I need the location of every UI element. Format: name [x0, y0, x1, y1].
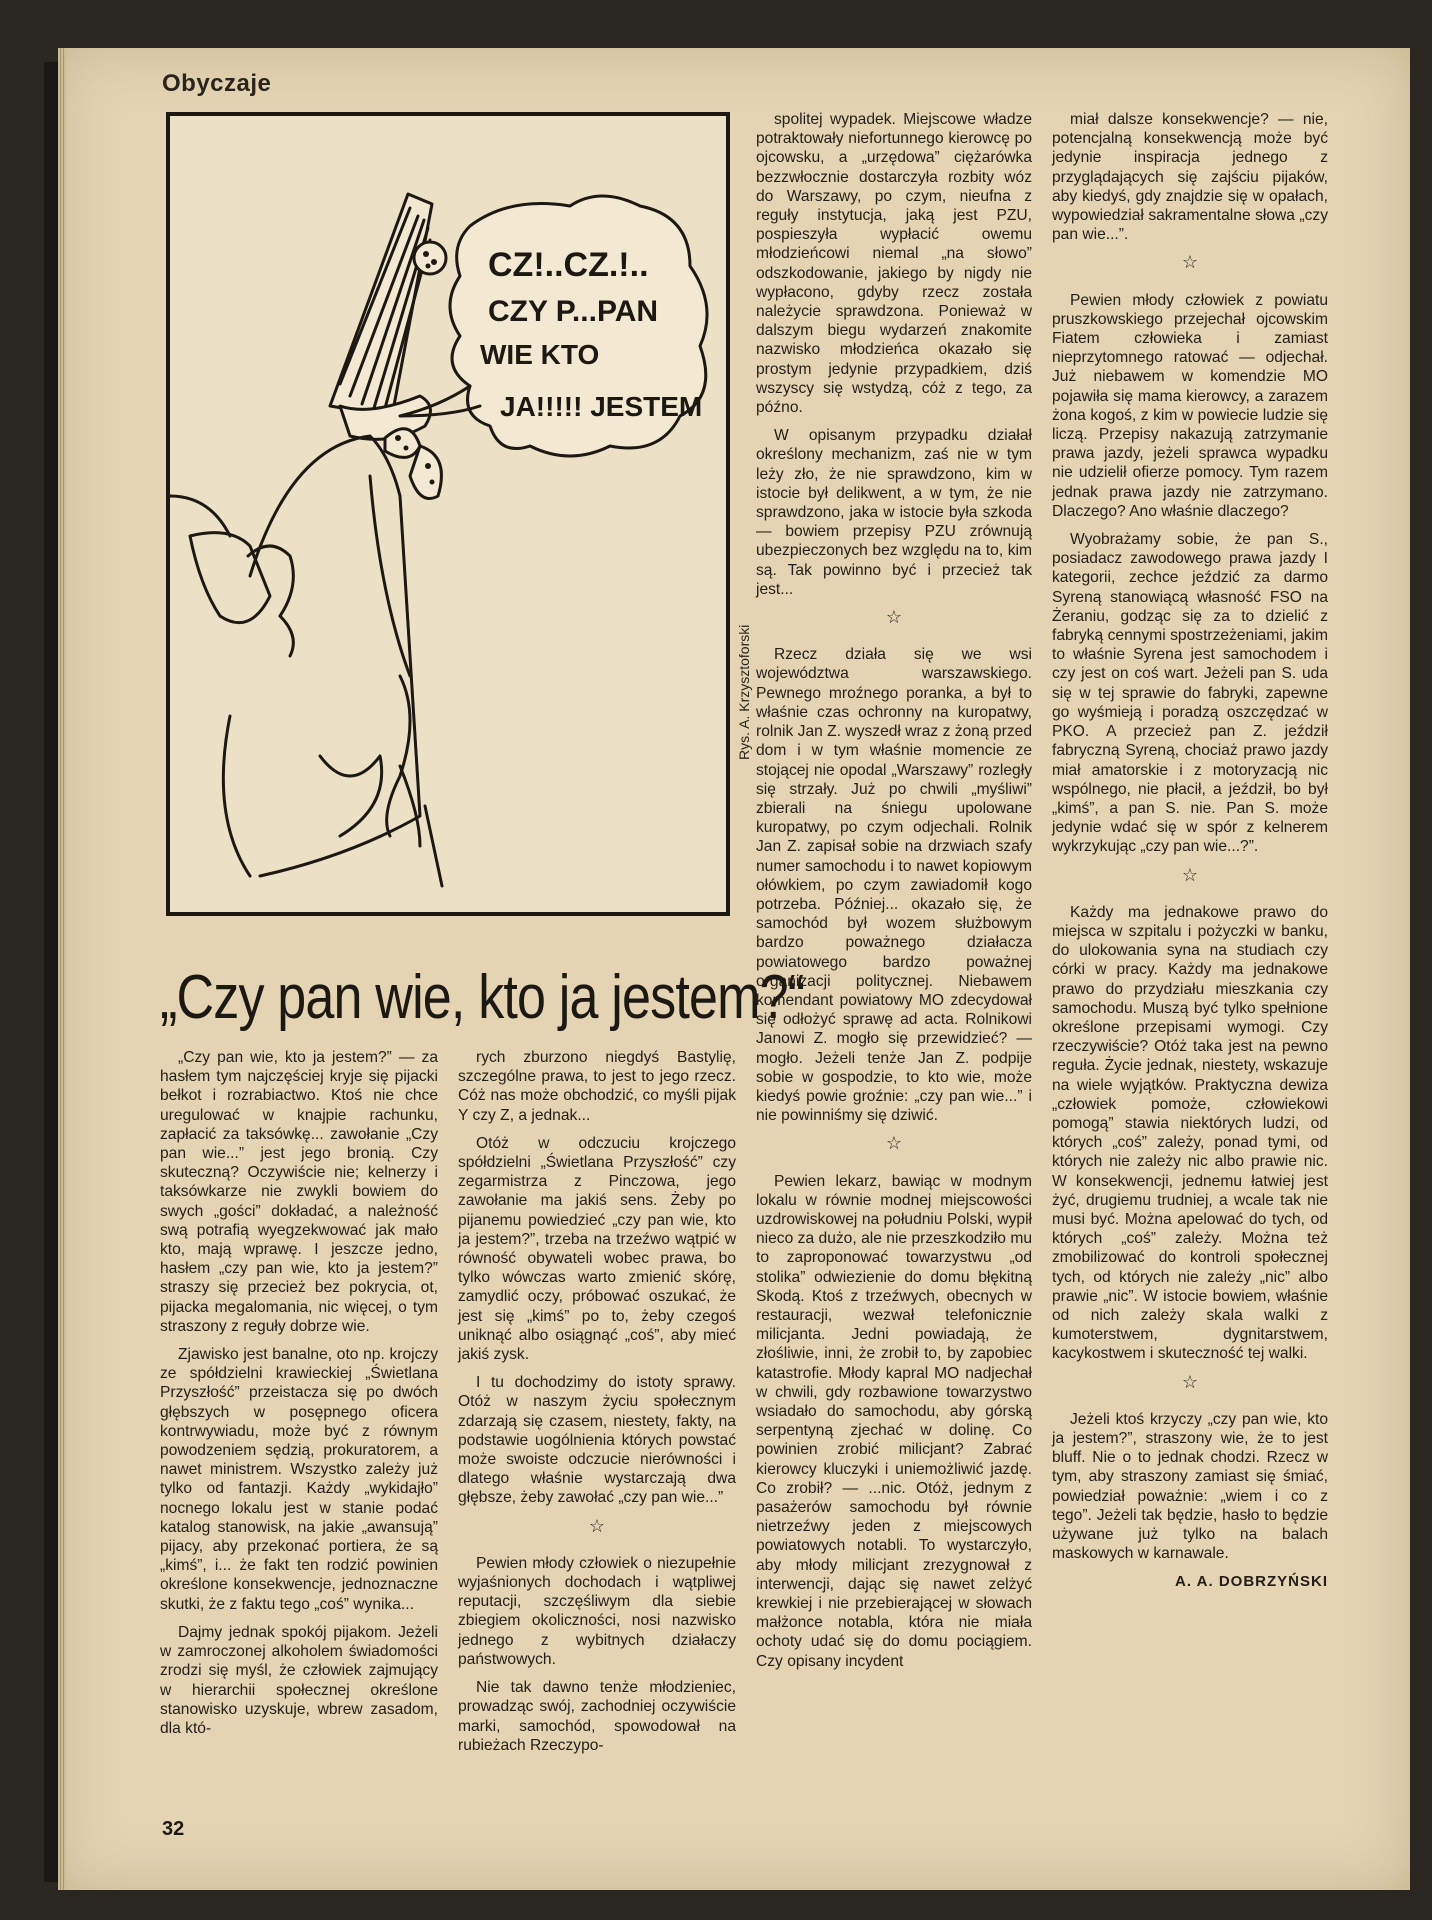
page-edge: [58, 48, 66, 1890]
star-separator: ☆: [885, 1133, 903, 1154]
bubble-line-1: CZ!..CZ.!..: [488, 246, 649, 284]
cartoon-drawing: [170, 116, 726, 912]
paragraph: „Czy pan wie, kto ja jestem?” — za hasłem tym najczęściej kryje się pijacki bełkot i rozrabiactwo. Ktoś nie chce uregulować w knajpie rachunku, zapłacić za taksówkę... zawołanie „Czy pan wie...” jest jego bronią. Czy skuteczną? Oczywiście nie; kelnerzy i taksówkarze nie zwykli bowiem do swych „gości” dokładać, a należność swą potrafią wyegzekwować jak mało kto, mają wprawę. I jeszcze jedno, hasłem „czy pan wie, kto ja jestem?” straszy się przecież bez pokrycia, ot, pijacka megalomania, nic więcej, o tym straszony z reguły dobrze wie.: [160, 1049, 438, 1335]
paragraph: Wyobrażamy sobie, że pan S., posiadacz zawodowego prawa jazdy I kategorii, zechce jeździć za darmo Syreną stanowiącą własność FSO na Żeraniu, godząc się za to dzielić z fabryką cennymi spostrzeżeniami, jakim to właśnie Syrena jest samochodem i czy jest on coś wart. Jeżeli pan S. uda się w tej sprawie do fabryki, zapewne go wyśmieją i poradzą oszczędzać w PKO. A przecież pan Z. jeździł fabryczną Syreną, chociaż prawo jazdy miał amatorskie i z motoryzacją nic wspólnego, nie płacił, a jeździł, bo był „kimś”, a pan S. nie. Pan S. może jedynie wdać się w spór z kelnerem wykrzykując „czy pan wie...?”.: [1052, 531, 1328, 856]
paragraph: Pewien młody człowiek z powiatu pruszkowskiego przejechał ojcowskim Fiatem człowieka i zamiast nieprzytomnego ratować — odjechał. Już niebawem w komendzie MO pojawiła się mama kierowcy, a zarazem żona kogoś, z kim w powiecie ludzie się liczą. Przepisy nakazują zatrzymanie prawa jazdy, jeżeli sprawca wypadku nie udzielił ofierze pomocy. Tym razem jednak prawa jazdy nie zatrzymano. Dlaczego? Ano właśnie dlaczego?: [1052, 291, 1328, 520]
bubble-line-4: JA!!!!! JESTEM: [500, 391, 703, 422]
paragraph: miał dalsze konsekwencje? — nie, potencjalną konsekwencją może być jedynie inspiracja jednego z przyglądających się zajściu pijaków, aby kiedyś, gdy znajdzie się w opałach, wypowiedział sakramentalne słowa „czy pan wie...”.: [1052, 111, 1328, 244]
text-column-1: [160, 1048, 438, 1747]
article-headline: „Czy pan wie, kto ja jestem?“: [160, 963, 805, 1032]
paragraph: Jeżeli ktoś krzyczy „czy pan wie, kto ja jestem?”, straszony wie, że to jest bluff. Nie o to jednak chodzi. Rzecz w tym, aby straszony zamiast się śmiać, powiedział poważnie: „wiem i co z tego”. Jeżeli tak będzie, hasło to będzie używane już tylko na balach maskowych w karnawale.: [1052, 1410, 1328, 1563]
star-separator: ☆: [588, 1515, 606, 1536]
text-column-4: [1052, 110, 1328, 1592]
bubble-line-3: WIE KTO: [480, 339, 600, 370]
paragraph: Rzecz działa się we wsi województwa warszawskiego. Pewnego mroźnego poranka, a był to właśnie czas ochronny na kuropatwy, rolnik Jan Z. wyszedł wraz z żoną przed dom i w tym właśnie momencie ze stojącej nie opodal „Warszawy” rozległy się strzały. Już po chwili „myśliwi” zbierali na śniegu upolowane kuropatwy, po czym odjechali. Rolnik Jan Z. zapisał sobie na drzwiach szafy numer samochodu i to nawet kopiowym ołówkiem, po czym zawiadomił kogo potrzeba. Później... okazało się, że samochód był wozem służbowym bardzo poważnego działacza powiatowego bardzo poważnej organizacji politycznej. Niebawem komendant powiatowy MO zdecydował się odłożyć sprawę ad acta. Rolnikowi Janowi Z. mogło się przewidzieć? — mogło. Jeżeli tenże Jan Z. podpije sobie w gospodzie, to kto wie, może kiedyś powie groźnie: „czy pan wie...” i nie powinniśmy się dziwić.: [756, 646, 1032, 1125]
paragraph: Zjawisko jest banalne, oto np. krojczy ze spółdzielni krawieckiej „Świetlana Przyszłość” przeistacza się po dwóch głębszych w posępnego oficera kontrwywiadu, może być z równym powodzeniem sędzią, prokuratorem, a nawet ministrem. Wszystko zależy już tylko od fantazji. Każdy „wykidajło” nocnego lokalu jest w stanie podać katalog stanowisk, na jakie „awansują” pijacy, aby przekonać portiera, że są „kimś”, i... że fakt ten rodzić powinien określone konsekwencje, jednoznaczne skutki, że z faktu tego „coś” wynika...: [160, 1346, 438, 1613]
text-column-2: [458, 1048, 736, 1764]
bubble-line-2: CZY P...PAN: [488, 295, 659, 328]
paragraph: Nie tak dawno tenże młodzieniec, prowadząc swój, zachodniej oczywiście marki, samochód, spowodował na rubieżach Rzeczypo-: [458, 1679, 736, 1754]
paragraph: Dajmy jednak spokój pijakom. Jeżeli w zamroczonej alkoholem świadomości zrodzi się myśl, że człowiek zajmujący w hierarchii społecznej określone stanowisko uzyskuje, wbrew zasadom, dla któ-: [160, 1623, 438, 1737]
page-number: 32: [162, 1818, 185, 1840]
paragraph: Otóż w odczuciu krojczego spółdzielni „Świetlana Przyszłość” czy zegarmistrza z Pinczowa, jego zawołanie ma jakiś sens. Żeby po pijanemu powiedzieć „czy pan wie, kto ja jestem?”, trzeba na trzeźwo wątpić w równość obywateli wobec prawa, bo tylko wówczas warto zmienić skórę, zamydlić oczy, próbować oszukać, że jest się „kimś” po to, żeby czegoś uniknąć albo osiągnąć „coś”, aby mieć jakiś zysk.: [458, 1134, 736, 1364]
paragraph: Pewien młody człowiek o niezupełnie wyjaśnionych dochodach i wątpliwej reputacji, szczęśliwym dla siebie zbiegiem okoliczności, nosi nazwisko jednego z wybitnych działaczy państwowych.: [458, 1554, 736, 1668]
star-separator: ☆: [885, 607, 903, 628]
article-author: A. A. DOBRZYŃSKI: [1175, 1573, 1328, 1591]
paragraph: spolitej wypadek. Miejscowe władze potraktowały niefortunnego kierowcę po ojcowsku, a „urzędowa” ciężarówka bezzwłocznie dostarczyła rozbity wóz do Warszawy, po czym, nieufna z reguły instytucja, jaką jest PZU, pospieszyła wypłacić owemu młodzieńcowi niemal „na słowo” odszkodowanie, jakiego by nigdy nie wypłacono, gdyby rzecz została należycie sprawdzona. Ponieważ w dalszym biegu wydarzeń znakomite nazwisko młodzieńca okazało się prostym jedynie przypadkiem, dziś wszyscy się wstydzą, cóż z tego, za późno.: [756, 111, 1032, 417]
text-column-3: [756, 110, 1032, 1680]
paragraph: rych zburzono niegdyś Bastylię, szczególne prawa, to jest to jego rzecz. Cóż nas może obchodzić, co myśli pijak Y czy Z, a jednak...: [458, 1049, 736, 1124]
illustration-credit: Rys. A. Krzysztoforski: [736, 624, 752, 760]
section-label: Obyczaje: [162, 70, 272, 97]
paragraph: Każdy ma jednakowe prawo do miejsca w szpitalu i pożyczki w banku, do ulokowania syna na studiach czy córki w pracy. Każdy ma jednakowe prawo do przydziału mieszkania czy samochodu. Muszą być tylko spełnione określone przepisami wymogi. Czy rzeczywiście? Otóż taka jest na pewno reguła. Życie jednak, niestety, wskazuje na wiele wyjątków. Praktyczna dewiza „człowiek pomoże, człowiekowi pomogą” stawia niektórych ludzi, od których „coś” zależy, ponad tymi, od których nie zależy nic albo prawie nic. W konsekwencji, jednemu łatwiej jest żyć, drugiemu trudniej, a wcale tak nie musi być. Można apelować do tych, od których „coś” zależy. Można też zmobilizować do kontroli społecznej tych, od których nie zależy „nic” albo prawie „nic”. W istocie bowiem, właśnie od nich zależy skala walki z kumoterstwem, dygnitarstwem, kacykostwem i skuteczność tej walki.: [1052, 903, 1328, 1363]
paragraph: I tu dochodzimy do istoty sprawy. Otóż w naszym życiu społecznym zdarzają się czasem, niestety, fakty, na podstawie uogólnienia których powstać może swoiste odczucie nierówności i dlatego właśnie wystarczają dwa głębsze, żeby zawołać „czy pan wie...”: [458, 1374, 736, 1507]
paragraph: W opisanym przypadku działał określony mechanizm, zaś nie w tym leży zło, że nie sprawdzono, kim w istocie był delikwent, a w tym, że nie sprawdzono, jaka w istocie była szkoda — bowiem przepisy PZU zrównują ubezpieczonych bez względu na to, kim są. Tak powinno być i przecież tak jest...: [756, 427, 1032, 598]
star-separator: ☆: [1181, 864, 1199, 885]
cartoon-illustration: [166, 112, 730, 916]
star-separator: ☆: [1181, 1371, 1199, 1392]
star-separator: ☆: [1181, 252, 1199, 273]
paragraph: Pewien lekarz, bawiąc w modnym lokalu w równie modnej miejscowości uzdrowiskowej na południu Polski, wypił nieco za dużo, ale nie przeszkodziło mu to zaproponować towarzystwu „od stolika” odwiezienie do domu błękitną Skodą. Ktoś z trzeźwych, obecnych w restauracji, wezwał telefonicznie milicjanta. Jedni powiadają, że złośliwie, inni, że zrobił to, by zapobiec katastrofie. Młody kapral MO nadjechał w chwili, gdy rozbawione towarzystwo wsiadało do samochodu, aby górską serpentyną zjechać w dolinę. Co powinien zrobić milicjant? Zabrać kierowcy kluczyki i uniemożliwić jazdę. Co zrobił? — ...nic. Otóż, jednym z pasażerów samochodu był równie nietrzeźwy jeden z miejscowych powiatowych notabli. To wystarczyło, aby młody milicjant zrezygnował z interwencji, dając się nawet zelżyć krewkiej i nie przebierającej w słowach małżonce notabla, która nie miała ochoty udać się do domu pociągiem. Czy opisany incydent: [756, 1172, 1032, 1670]
